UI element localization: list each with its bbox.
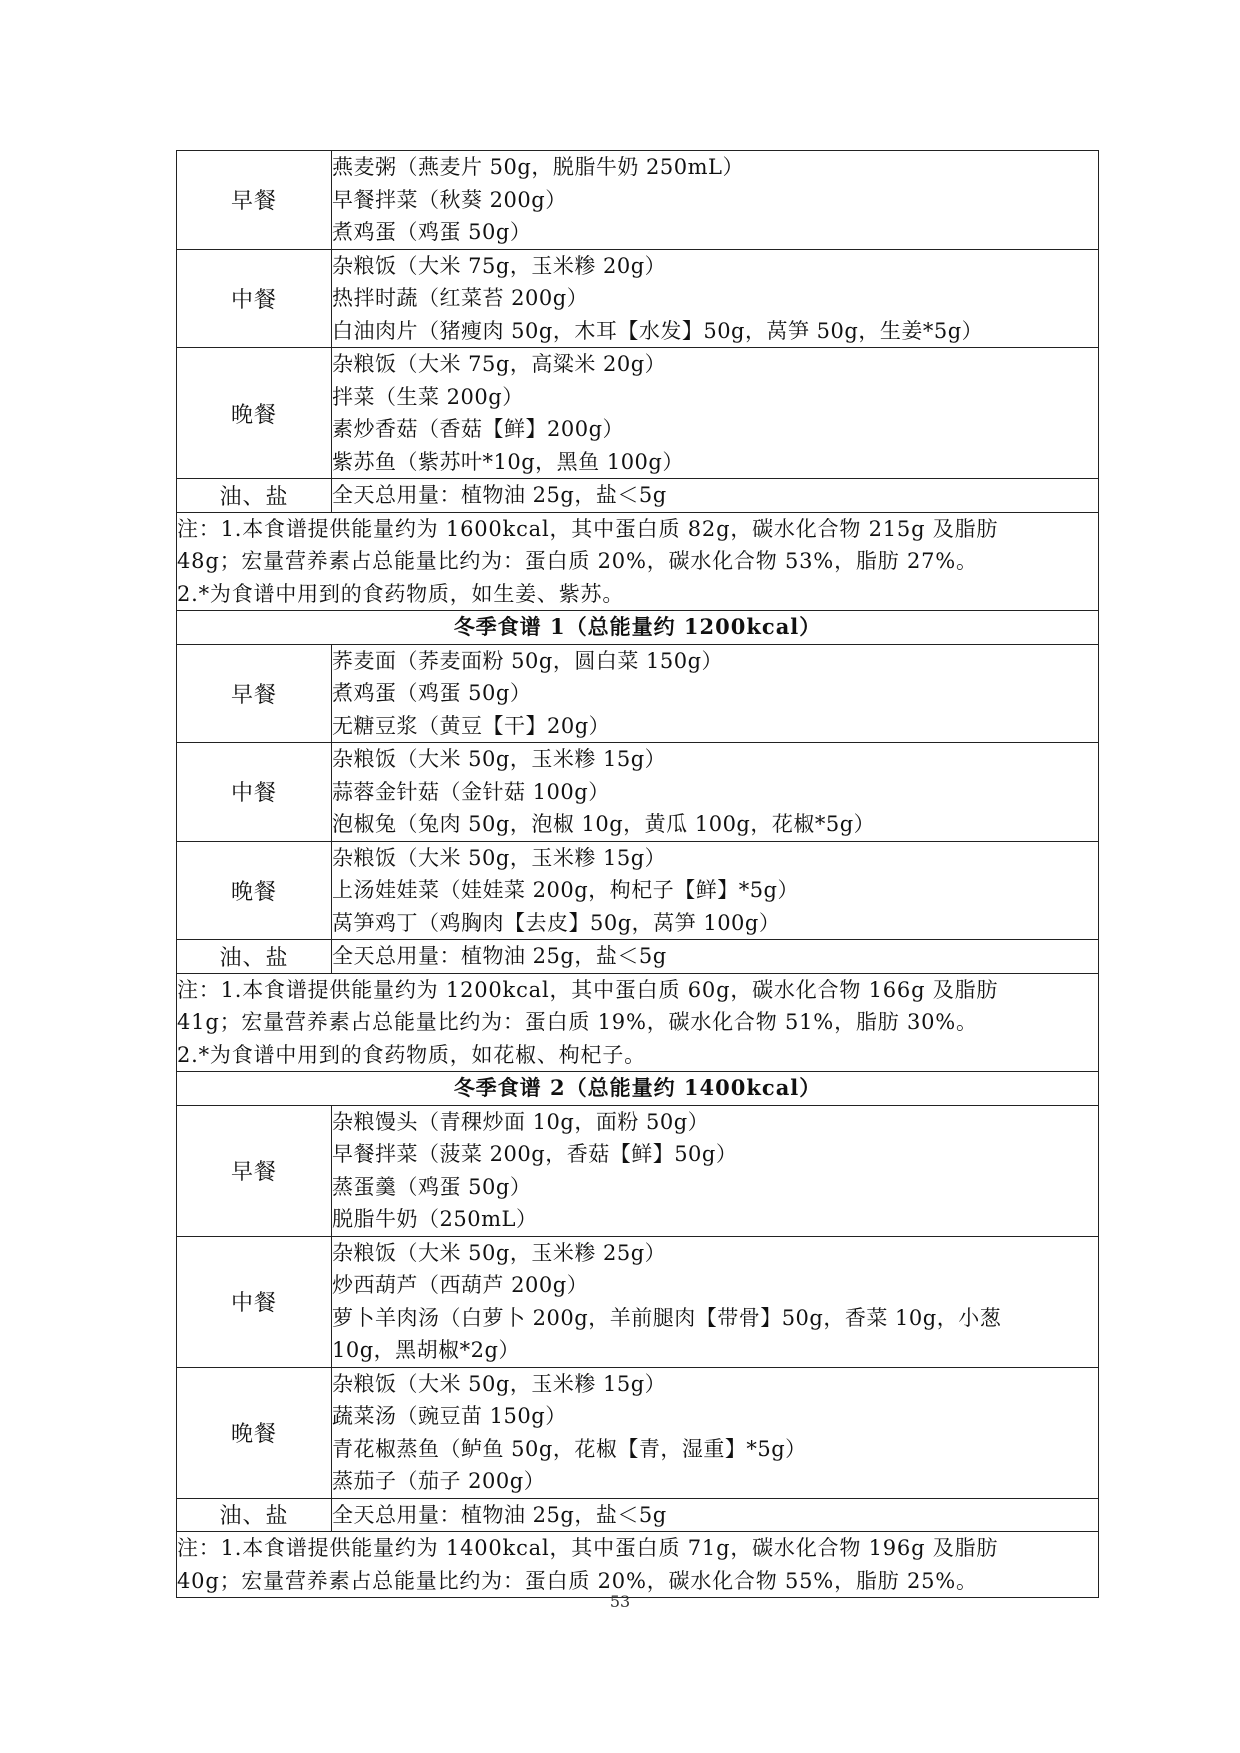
- meal-items: [332, 1236, 1099, 1367]
- meal-items: [332, 1498, 1099, 1532]
- note-row: [177, 973, 1099, 1072]
- meal-items: [332, 151, 1099, 250]
- meal-row: [177, 841, 1099, 940]
- dish-line: 早餐拌菜（秋葵 200g）: [332, 187, 567, 212]
- dish-line: 全天总用量：植物油 25g，盐＜5g: [332, 1502, 667, 1527]
- dish-line: 热拌时蔬（红菜苔 200g）: [332, 286, 589, 310]
- meal-label: 中餐: [177, 743, 332, 842]
- menu-table-body: [177, 151, 1099, 1598]
- dish-line: 素炒香菇（香菇【鲜】200g）: [332, 417, 625, 441]
- dish-line: 杂粮馒头（青稞炒面 10g，面粉 50g）: [332, 1109, 710, 1134]
- meal-items: [332, 348, 1099, 479]
- meal-items: [332, 249, 1099, 348]
- meal-items: [332, 841, 1099, 940]
- meal-items: [332, 1105, 1099, 1236]
- note-line: 2.*为食谱中用到的食药物质，如花椒、枸杞子。: [177, 1042, 646, 1067]
- note-cell: [177, 1532, 1099, 1598]
- meal-label: 早餐: [177, 151, 332, 250]
- note-line: 40g；宏量营养素占总能量比约为：蛋白质 20%，碳水化合物 55%，脂肪 25%。: [177, 1568, 978, 1593]
- meal-row: [177, 743, 1099, 842]
- note-line: 48g；宏量营养素占总能量比约为：蛋白质 20%，碳水化合物 53%，脂肪 27%。: [177, 549, 978, 573]
- meal-row: [177, 1498, 1099, 1532]
- section-header-row: [177, 611, 1099, 645]
- meal-items: [332, 479, 1099, 513]
- dish-line: 蒸蛋羹（鸡蛋 50g）: [332, 1174, 532, 1199]
- section-header-row: [177, 1072, 1099, 1106]
- meal-label: 油、盐: [177, 479, 332, 513]
- dish-line: 煮鸡蛋（鸡蛋 50g）: [332, 220, 532, 244]
- meal-label: 油、盐: [177, 940, 332, 974]
- meal-row: [177, 644, 1099, 743]
- meal-row: [177, 249, 1099, 348]
- note-row: [177, 512, 1099, 611]
- meal-label: 晚餐: [177, 841, 332, 940]
- note-line: 注：1.本食谱提供能量约为 1400kcal，其中蛋白质 71g，碳水化合物 196g 及脂肪: [177, 1536, 999, 1560]
- dish-line: 杂粮饭（大米 75g，高粱米 20g）: [332, 352, 667, 376]
- dish-line: 炒西葫芦（西葫芦 200g）: [332, 1273, 589, 1297]
- dish-line: 全天总用量：植物油 25g，盐＜5g: [332, 944, 667, 968]
- dish-line: 杂粮饭（大米 50g，玉米糁 15g）: [332, 845, 667, 870]
- dish-line: 上汤娃娃菜（娃娃菜 200g，枸杞子【鲜】*5g）: [332, 878, 800, 902]
- dish-line: 杂粮饭（大米 50g，玉米糁 25g）: [332, 1240, 667, 1265]
- meal-row: [177, 1367, 1099, 1498]
- dish-line: 莴笋鸡丁（鸡胸肉【去皮】50g，莴笋 100g）: [332, 910, 781, 935]
- meal-label: 早餐: [177, 644, 332, 743]
- menu-table: [176, 150, 1099, 1598]
- meal-row: [177, 1236, 1099, 1367]
- note-line: 注：1.本食谱提供能量约为 1200kcal，其中蛋白质 60g，碳水化合物 166g 及脂肪: [177, 977, 999, 1002]
- section-title: 冬季食谱 1（总能量约 1200kcal）: [177, 611, 1099, 645]
- dish-line: 杂粮饭（大米 75g，玉米糁 20g）: [332, 253, 667, 278]
- meal-label: 早餐: [177, 1105, 332, 1236]
- dish-line: 蒸茄子（茄子 200g）: [332, 1469, 546, 1493]
- note-line: 2.*为食谱中用到的食药物质，如生姜、紫苏。: [177, 581, 625, 606]
- meal-label: 中餐: [177, 1236, 332, 1367]
- meal-row: [177, 151, 1099, 250]
- dish-line: 蒜蓉金针菇（金针菇 100g）: [332, 779, 610, 804]
- note-cell: [177, 512, 1099, 611]
- dish-line: 青花椒蒸鱼（鲈鱼 50g，花椒【青，湿重】*5g）: [332, 1436, 807, 1461]
- note-line: 41g；宏量营养素占总能量比约为：蛋白质 19%，碳水化合物 51%，脂肪 30%。: [177, 1010, 978, 1034]
- dish-line: 泡椒兔（兔肉 50g，泡椒 10g，黄瓜 100g，花椒*5g）: [332, 812, 876, 836]
- dish-line: 煮鸡蛋（鸡蛋 50g）: [332, 681, 532, 705]
- meal-row: [177, 1105, 1099, 1236]
- meal-items: [332, 644, 1099, 743]
- meal-label: 晚餐: [177, 1367, 332, 1498]
- meal-label: 油、盐: [177, 1498, 332, 1532]
- meal-label: 中餐: [177, 249, 332, 348]
- section-title: 冬季食谱 2（总能量约 1400kcal）: [177, 1072, 1099, 1106]
- note-row: [177, 1532, 1099, 1598]
- note-cell: [177, 973, 1099, 1072]
- meal-items: [332, 743, 1099, 842]
- meal-row: [177, 348, 1099, 479]
- dish-line: 白油肉片（猪瘦肉 50g，木耳【水发】50g，莴笋 50g，生姜*5g）: [332, 318, 984, 343]
- dish-line: 杂粮饭（大米 50g，玉米糁 15g）: [332, 1371, 667, 1396]
- dish-line: 早餐拌菜（菠菜 200g，香菇【鲜】50g）: [332, 1142, 738, 1166]
- dish-line: 全天总用量：植物油 25g，盐＜5g: [332, 483, 667, 507]
- dish-line: 拌菜（生菜 200g）: [332, 384, 524, 409]
- meal-items: [332, 940, 1099, 974]
- meal-items: [332, 1367, 1099, 1498]
- dish-line: 萝卜羊肉汤（白萝卜 200g，羊前腿肉【带骨】50g，香菜 10g，小葱: [332, 1305, 1002, 1330]
- dish-line: 燕麦粥（燕麦片 50g，脱脂牛奶 250mL）: [332, 155, 744, 179]
- dish-line: 荞麦面（荞麦面粉 50g，圆白菜 150g）: [332, 648, 724, 673]
- dish-line: 杂粮饭（大米 50g，玉米糁 15g）: [332, 747, 667, 771]
- page-number: 53: [609, 1592, 631, 1611]
- dish-line: 脱脂牛奶（250mL）: [332, 1207, 538, 1231]
- meal-row: [177, 479, 1099, 513]
- meal-label: 晚餐: [177, 348, 332, 479]
- dish-line: 蔬菜汤（豌豆苗 150g）: [332, 1404, 567, 1428]
- dish-line: 无糖豆浆（黄豆【干】20g）: [332, 713, 611, 738]
- dish-line: 10g，黑胡椒*2g）: [332, 1338, 520, 1362]
- dish-line: 紫苏鱼（紫苏叶*10g，黑鱼 100g）: [332, 449, 684, 474]
- note-line: 注：1.本食谱提供能量约为 1600kcal，其中蛋白质 82g，碳水化合物 215g 及脂肪: [177, 516, 999, 541]
- meal-row: [177, 940, 1099, 974]
